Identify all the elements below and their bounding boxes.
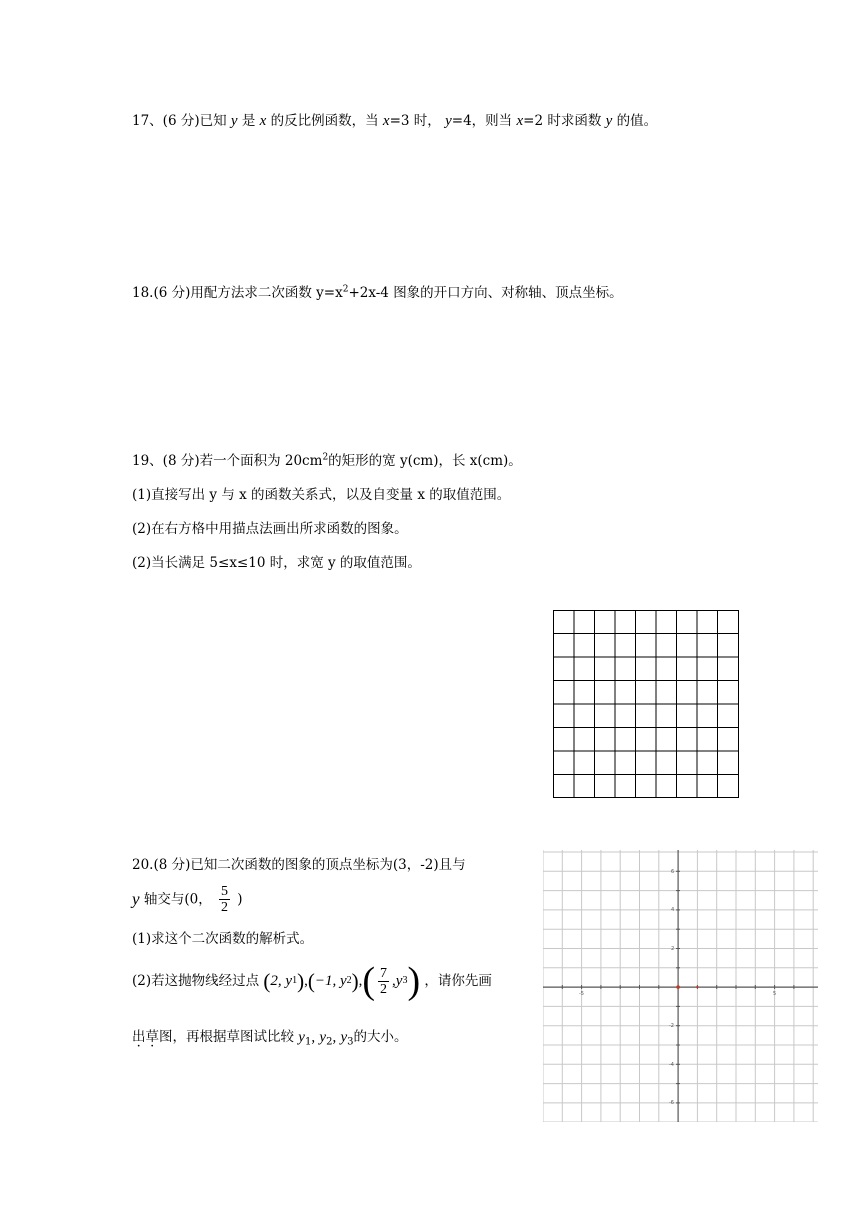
emphasis-char: 出: [132, 1029, 146, 1045]
q20-fraction: [219, 884, 230, 915]
subscript: 1: [304, 1036, 312, 1048]
q20-part-1: (1)求这个二次函数的解析式。: [132, 931, 314, 947]
grid-lines: [543, 850, 818, 1122]
q20-text: 轴交与(0，: [143, 891, 212, 908]
y-tick-label: 6: [671, 869, 675, 875]
subscript: 3: [402, 975, 408, 986]
q17-var-x: x: [382, 113, 390, 129]
fraction-denominator: 2: [221, 900, 228, 915]
y-tick-label: -6: [669, 1100, 674, 1106]
open-paren: (: [263, 969, 271, 993]
subscript: 2: [346, 975, 352, 986]
q17-text: 的值。: [616, 113, 658, 129]
point-3-y: y: [395, 973, 403, 989]
q20-part2-suffix: ，请你先画: [424, 973, 492, 989]
q17-prefix: 17、(6 分)已知: [132, 113, 227, 129]
fraction-numerator: 7: [380, 965, 388, 981]
close-paren: ): [407, 960, 421, 1002]
q17-var-y: y: [605, 113, 613, 129]
subscript: 2: [326, 1036, 333, 1048]
close-paren: ): [297, 969, 305, 993]
question-18: [132, 284, 623, 302]
comma: ,: [358, 973, 363, 989]
q18-exponent: 2: [342, 284, 349, 295]
q20-line-2: [132, 884, 243, 924]
close-paren: ): [351, 969, 359, 993]
origin-point: [676, 985, 680, 989]
q18-suffix: +2x-4 图象的开口方向、对称轴、顶点坐标。: [348, 285, 623, 301]
var-y: y: [319, 1029, 327, 1046]
question-20: 20.(8 分)已知二次函数的图象的顶点坐标为(3，-2)且与: [132, 857, 466, 873]
subscript: 1: [292, 975, 298, 986]
q20-part3-text: 图，再根据草图试比较: [159, 1029, 294, 1045]
q19-part-1: (1)直接写出 y 与 x 的函数关系式，以及自变量 x 的取值范围。: [132, 487, 511, 503]
q20-text: ): [237, 891, 243, 908]
q20-var-y: y: [132, 889, 140, 909]
comma: ,: [311, 1029, 316, 1046]
y-tick-label: 2: [671, 946, 675, 952]
coordinate-grid: [543, 850, 818, 1122]
q17-var-y: y: [230, 113, 238, 129]
q17-var-x: x: [516, 113, 524, 129]
q17-text: 的反比例函数，当: [270, 113, 379, 129]
q19-suffix: 的矩形的宽 y(cm)，长 x(cm)。: [328, 453, 522, 469]
q17-text: 是: [241, 113, 256, 129]
q20-part2-prefix: (2)若这抛物线经过点: [132, 973, 260, 989]
y-tick-label: -4: [669, 1062, 674, 1068]
fraction-denominator: 2: [380, 981, 388, 997]
q19-exponent: 2: [322, 452, 329, 463]
emphasis-char: 草: [145, 1029, 159, 1045]
q20-part3-suffix: 的大小。: [353, 1029, 408, 1045]
q17-text: =2 时求函数: [523, 113, 602, 129]
unit-point: [696, 986, 698, 988]
comma: ,: [332, 1029, 337, 1046]
x-tick-label: 5: [773, 991, 777, 997]
subscript: 3: [347, 1036, 354, 1048]
fraction-numerator: 5: [221, 884, 228, 899]
var-y: y: [298, 1029, 305, 1046]
point-3-fraction: [378, 966, 389, 997]
comma: ,: [304, 973, 308, 989]
q20-part-2: [132, 962, 492, 1006]
q19-part-3: (2)当长满足 5≤x≤10 时，求宽 y 的取值范围。: [132, 555, 421, 571]
q17-text: =4，则当: [451, 113, 513, 129]
y-tick-label: -2: [669, 1023, 674, 1029]
open-paren: (: [362, 960, 376, 1002]
q18-prefix: 18.(6 分)用配方法求二次函数 y=x: [132, 285, 343, 301]
q17-var-y: y: [445, 113, 452, 129]
q19-prefix: 19、(8 分)若一个面积为 20cm: [132, 453, 323, 469]
question-19: [132, 452, 522, 470]
x-tick-label: -5: [579, 991, 584, 997]
q19-part-2: (2)在右方格中用描点法画出所求函数的图象。: [132, 521, 408, 537]
question-17: [132, 112, 657, 130]
open-paren: (: [307, 969, 315, 993]
q17-var-x: x: [259, 113, 267, 129]
comma: ,: [392, 973, 396, 989]
q20-part-3: [132, 1028, 408, 1047]
q17-text: =3 时，: [389, 113, 441, 129]
point-2: −1, y: [314, 973, 347, 989]
y-tick-label: 4: [671, 907, 675, 913]
answer-square-grid: [553, 610, 739, 798]
point-1: 2, y: [270, 973, 293, 989]
var-y: y: [340, 1029, 348, 1046]
